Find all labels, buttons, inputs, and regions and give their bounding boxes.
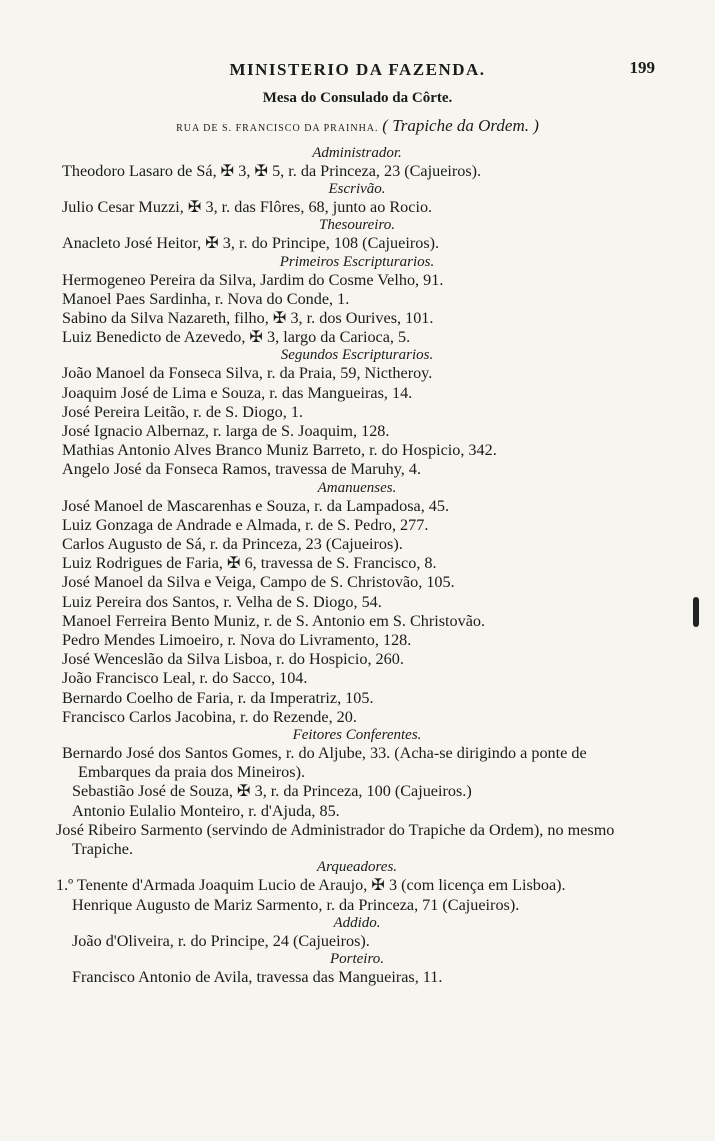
staff-entry: Luiz Gonzaga de Andrade e Almada, r. de S. Pedro, 277. xyxy=(62,515,429,534)
role-heading-administrador: Administrador. xyxy=(312,145,402,161)
address-line xyxy=(0,116,715,136)
staff-entry: José Manoel de Mascarenhas e Souza, r. da Lampadosa, 45. xyxy=(62,496,450,515)
staff-entry: José Ignacio Albernaz, r. larga de S. Joaquim, 128. xyxy=(62,422,390,441)
staff-entry: Angelo José da Fonseca Ramos, travessa de Maruhy, 4. xyxy=(62,460,422,479)
address-note: ( Trapiche da Ordem. ) xyxy=(382,116,539,135)
staff-entry: José Manoel da Silva e Veiga, Campo de S. Christovão, 105. xyxy=(62,573,455,592)
staff-entry: Sebastião José de Souza, ✠ 3, r. da Princeza, 100 (Cajueiros.) xyxy=(72,782,472,801)
staff-entry: Francisco Antonio de Avila, travessa das Mangueiras, 11. xyxy=(72,967,443,986)
staff-entry: Carlos Augusto de Sá, r. da Princeza, 23 (Cajueiros). xyxy=(62,535,403,554)
address-text: RUA DE S. FRANCISCO DA PRAINHA. xyxy=(176,123,379,134)
page-edge-mark xyxy=(693,597,699,627)
role-heading-amanuenses: Amanuenses. xyxy=(317,479,397,496)
staff-entry: João d'Oliveira, r. do Principe, 24 (Cajueiros). xyxy=(72,931,370,950)
running-head: MINISTERIO DA FAZENDA. xyxy=(229,60,486,79)
staff-entry: Joaquim José de Lima e Souza, r. das Mangueiras, 14. xyxy=(62,383,413,402)
staff-entry: Bernardo José dos Santos Gomes, r. do Aljube, 33. (Acha-se dirigindo a ponte de Embarques da praia dos Mineiros). xyxy=(62,744,587,782)
staff-entry: Anacleto José Heitor, ✠ 3, r. do Principe, 108 (Cajueiros). xyxy=(62,234,440,253)
role-heading-primeiros-escripturarios: Primeiros Escripturarios. xyxy=(279,253,435,270)
staff-entry: José Ribeiro Sarmento (servindo de Administrador do Trapiche da Ordem), no mesmo Trapiche. xyxy=(56,820,615,859)
staff-entry: Manoel Ferreira Bento Muniz, r. de S. Antonio em S. Christovão. xyxy=(62,611,486,630)
staff-entry: 1.º Tenente d'Armada Joaquim Lucio de Araujo, ✠ 3 (com licença em Lisboa). xyxy=(56,876,566,895)
role-heading-arqueadores: Arqueadores. xyxy=(316,859,398,876)
staff-entry: Bernardo Coelho de Faria, r. da Imperatriz, 105. xyxy=(62,688,374,707)
staff-entry: Antonio Eulalio Monteiro, r. d'Ajuda, 85. xyxy=(72,801,340,820)
staff-entry: Mathias Antonio Alves Branco Muniz Barreto, r. do Hospicio, 342. xyxy=(62,441,497,460)
page-number: 199 xyxy=(629,58,655,77)
staff-entry: Theodoro Lasaro de Sá, ✠ 3, ✠ 5, r. da Princeza, 23 (Cajueiros). xyxy=(62,162,482,180)
role-heading-thesoureiro: Thesoureiro. xyxy=(319,217,395,234)
staff-entry: Henrique Augusto de Mariz Sarmento, r. da Princeza, 71 (Cajueiros). xyxy=(72,895,520,914)
role-heading-feitores-conferentes: Feitores Conferentes. xyxy=(292,727,422,744)
role-heading-escrivao: Escrivão. xyxy=(328,181,386,198)
staff-entry: João Manoel da Fonseca Silva, r. da Praia, 59, Nictheroy. xyxy=(62,364,433,383)
staff-list xyxy=(56,145,652,987)
staff-entry: João Francisco Leal, r. do Sacco, 104. xyxy=(62,669,308,688)
staff-entry: Luiz Rodrigues de Faria, ✠ 6, travessa de S. Francisco, 8. xyxy=(62,554,437,573)
staff-entry: Sabino da Silva Nazareth, filho, ✠ 3, r. dos Ourives, 101. xyxy=(62,309,434,328)
staff-entry: Francisco Carlos Jacobina, r. do Rezende, 20. xyxy=(62,707,357,726)
staff-entry: Hermogeneo Pereira da Silva, Jardim do Cosme Velho, 91. xyxy=(62,270,444,289)
staff-entry: Julio Cesar Muzzi, ✠ 3, r. das Flôres, 68, junto ao Rocio. xyxy=(62,198,433,217)
role-heading-addido: Addido. xyxy=(333,914,381,931)
role-heading-segundos-escripturarios: Segundos Escripturarios. xyxy=(280,347,434,364)
staff-entry: Luiz Pereira dos Santos, r. Velha de S. Diogo, 54. xyxy=(62,592,382,611)
section-title: Mesa do Consulado da Côrte. xyxy=(262,90,453,106)
staff-entry: Luiz Benedicto de Azevedo, ✠ 3, largo da Carioca, 5. xyxy=(62,328,411,347)
staff-entry: Pedro Mendes Limoeiro, r. Nova do Livramento, 128. xyxy=(62,631,412,650)
staff-entry: José Pereira Leitão, r. de S. Diogo, 1. xyxy=(62,402,303,421)
staff-entry: Manoel Paes Sardinha, r. Nova do Conde, 1. xyxy=(62,289,350,308)
staff-entry: José Wenceslão da Silva Lisboa, r. do Hospicio, 260. xyxy=(62,650,404,669)
role-heading-porteiro: Porteiro. xyxy=(329,950,385,967)
